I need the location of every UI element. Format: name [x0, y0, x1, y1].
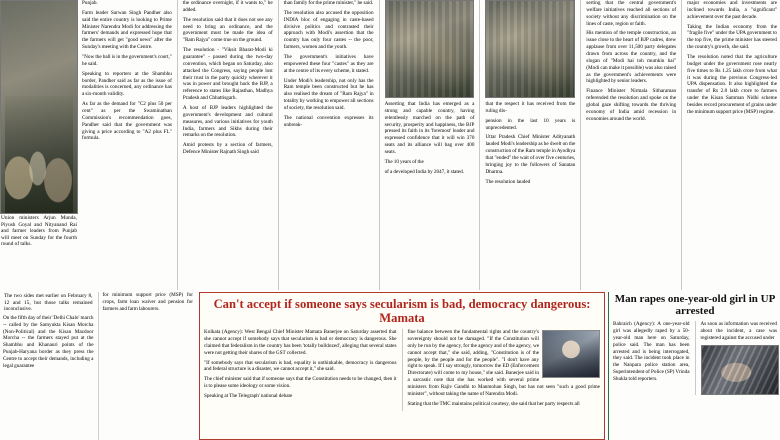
paragraph: Finance Minister Nirmala Sitharaman referended the resolution and spoke on the global gaze shifting towards the thriving economy of India amid recession in economies around the world. [586, 88, 677, 122]
paragraph: Kolkata (Agency): West Bengal Chief Minister Mamata Banerjee on Saturday asserted that she cannot accept if somebody says that secularism is bad or democracy is dangerous. She claimed that federalism in the country has been 'totally bulldozed', alleging that several states were not getting their shares of the GST collected. [204, 329, 397, 356]
news-column-6 [586, 0, 676, 290]
paragraph: serting that the central government's welfare initiatives reached all sections of society without any discrimination on the lines of caste, region or faith. [586, 0, 677, 27]
paragraph: "If somebody says that secularism is bad, equality is unthinkable, democracy is dangerous and federal structure is a disaster, we cannot accept it," she said. [204, 359, 397, 373]
news-columns [80, 0, 780, 290]
boxed-story-headline: Can't accept if someone says secularism is bad, democracy dangerous: Mamata [213, 297, 591, 326]
left-photo-caption: Union ministers Arjun Munda, Piyush Goyal and Nityanand Rai and farmer leaders from Punjab will meet on Sunday for the fourth round of talks. [1, 215, 77, 248]
paragraph: The chief minister said that if someone says that the Constitution needs to be changed, then it is to please some ideology or some vision. [204, 376, 397, 390]
column-4-text [385, 101, 475, 176]
rally-photo [485, 0, 575, 98]
paragraph: the ordinance overnight, if it wants to," he added. [182, 0, 273, 13]
column-rule [278, 0, 279, 290]
paragraph: As far as the demand for "C2 plus 50 per cent" as per the Swaminathan Commission's recommendation goes, Pandher said that the government was giving a price according to "A2 plus FL" formula. [82, 101, 172, 142]
paragraph: A host of BJP leaders highlighted the government's development and cultural measures, and various initiatives for youth India, farmers and Sikhs during their remarks on the resolution. [182, 105, 273, 139]
column-rule [580, 0, 581, 290]
news-column-4 [385, 0, 475, 290]
paragraph: The government's initiatives have empowered these four "castes" as they are at the centre of its every scheme, it stated. [283, 54, 374, 74]
right-column-1 [613, 321, 690, 395]
column-rule [379, 0, 380, 290]
boxed-column-1 [204, 329, 397, 410]
paragraph: Under Modi's leadership, not only has the Ram temple been constructed but he has also realised the dream of "Ram Rajya" in totality by working to empower all sections of society, the resolution said. [283, 77, 374, 112]
paragraph: fine balance between the fundamental rights and the country's sovereignty should not be damaged. "If the Constitution will only be run by the agency, for the agency and of the agency, we cannot accept that," she said, adding, "Constitution is of the people, by the people and for the people". "I don't have any right to speak. If I say strongly, tomorrow the ED (Enforcement Directorate) will come to my house," she said. Banerjee said in a sarcastic note that she has worked with several prime ministers from Rajiv Gandhi to Manmohan Singh, but has not seen "such a good prime minister", without taking the name of Narendra Modi. [407, 329, 600, 397]
boxed-column-2 [408, 329, 601, 410]
paragraph: major economies and investments are inclined towards India, a "significant" achievement over the past decade. [687, 0, 778, 20]
paragraph: Uttar Pradesh Chief Minister Adityanath lauded Modi's leadership as he dwelt on the construction of the Ram temple in Ayodhya that "ended" the wait of over five centuries, bringing joy to the followers of Sanatan Dharma. [485, 134, 576, 175]
boxed-story-mamata [199, 292, 605, 440]
news-column-1 [82, 0, 172, 290]
news-column-3 [284, 0, 374, 290]
paragraph: The 10 years of the [384, 158, 424, 165]
right-column-2-text [701, 321, 778, 342]
paragraph: The resolution lauded [485, 178, 531, 185]
column-5-text [485, 101, 575, 185]
paragraph: of a developed India by 2047, it stated. [384, 168, 464, 175]
column-2-text [183, 0, 273, 156]
column-7-text [687, 0, 777, 116]
paragraph: The national convention expresses its unbreak- [283, 114, 374, 128]
right-column-1-text [613, 321, 690, 383]
paragraph: pension in the last 10 years is unprecedented. [485, 117, 576, 131]
bottom-left-subcolumn-2 [103, 292, 194, 440]
paragraph: Speaking to reporters at the Shambhu border, Pandher said as far as the issue of modalities is concerned, any ordinance has a six-month validity. [82, 70, 172, 98]
paragraph: for minimum support price (MSP) for crops, farm loan waiver and pension for farmers and farm labourers. [102, 292, 193, 312]
handcuffs-photo [701, 345, 780, 395]
mamata-banerjee-photo [542, 330, 600, 378]
boxed-story-columns [204, 329, 600, 410]
column-rule [402, 329, 403, 410]
paragraph: The resolution also accused the opposition INDIA bloc of engaging in caste-based divisive politics and contrasted their approach with Modi's assertion that the country has only four castes -- the poor, farmers, women and the youth. [283, 9, 374, 51]
news-column-5 [485, 0, 575, 290]
boxed-column-1-text [204, 329, 397, 400]
column-rule [177, 0, 178, 290]
paragraph: than family for the prime minister," he said. [283, 0, 374, 6]
bottom-left-subcolumn-1 [3, 292, 94, 440]
farmer-leaders-photo [0, 0, 78, 214]
column-rule [98, 292, 99, 440]
paragraph: His mention of the temple construction, an issue close to the heart of BJP cadres, drew applause from over 11,500 party delegates drawn from across the country, and the slogan of "Modi hai toh mumkin hai" (Modi can make it possible) was also raised as the government's achievements were highlighted by senior leaders. [586, 30, 677, 85]
column-rule [479, 0, 480, 290]
paragraph: Bahraich (Agency): A one-year-old girl was allegedly raped by a 50-year-old man here on Saturday, police said. The man has been arrested and is being interrogated, they said. The incident took place in the Nanpara police station area, Superintendent of Police (SP) Vrinda Shukla told reporters. [613, 321, 690, 383]
left-photo-column [0, 0, 80, 290]
paragraph: Speaking at The Telegraph' national debate [204, 393, 293, 400]
bottom-left-column [0, 292, 196, 440]
bottom-left-text-2 [103, 292, 194, 313]
news-column-7 [687, 0, 777, 290]
paragraph: The resolution noted that the agriculture budget under the government rose nearly five times to Rs 1.25 lakh crore from what it was during the previous Congress-led UPA dispensation. It also highlighted the transfer of Rs 2.8 lakh crore to farmers under the Kisan Samman Nidhi scheme besides record procurement of grains under the minimum support price (MSP) regime. [687, 54, 778, 115]
right-story-column [608, 292, 780, 440]
paragraph: that the respect it has received from the ruling dis- [485, 101, 576, 114]
column-rule [681, 0, 682, 290]
paragraph: The resolution said that it does not see any need to bring an ordinance, and the government must be made the idea of "Ram Rajya" come true on the ground. [182, 16, 273, 44]
column-6-text [586, 0, 676, 123]
paragraph: As soon as information was received about the incident, a case was registered against the accused under [700, 321, 777, 341]
right-story-columns [613, 321, 777, 395]
convention-photo [385, 0, 475, 98]
paragraph: On the fifth day of their 'Delhi Chalo' march -- called by the Samyukta Kisan Morcha (Non-Political) and the Kisan Mazdoor Morcha -- the farmers stayed put at the Shambhu and Khanauri points of the Punjab-Haryana border as they press the Centre to accept their demands, including a legal guarantee [3, 314, 94, 369]
column-rule [695, 321, 696, 395]
paragraph: Amid protests by a section of farmers, Defence Minister Rajnath Singh said [182, 142, 273, 156]
right-story-headline: Man rapes one-year-old girl in UP arrested [614, 293, 776, 318]
paragraph: "Now the ball is in the government's court," he said. [82, 54, 172, 67]
column-1-text [82, 0, 172, 142]
paragraph: The resolution - "Viksit Bharat-Modi ki guarantee" - passed during the two-day convention, which began on Saturday, also attacked the Congress, saying people lost their trust in the party quickly wherever it was in power and brought back the BJP, a reference to states like Rajasthan, Madhya Pradesh and Chhattisgarh. [182, 47, 273, 102]
news-column-2 [183, 0, 273, 290]
bottom-left-text-1 [3, 315, 94, 370]
right-column-2 [701, 321, 778, 395]
bottom-region [0, 292, 780, 440]
paragraph: Punjab. [82, 0, 98, 6]
paragraph: Stating that the TMC maintains political courtesy, she said that her party respects all [407, 400, 580, 407]
paragraph: Asserting that India has emerged as a strong and capable country, having relentlessly marched on the path of security, prosperity and happiness, the BJP pressed its faith in its 'foremost' leader and expressed confidence that it will win 370 seats and its alliance will bag over 400 seats. [384, 101, 475, 156]
paragraph: Taking the Indian economy from the "fragile five" under the UPA government to the top five, the prime minister has steered the country's growth, she said. [687, 23, 778, 51]
paragraph: Farm leader Sarwan Singh Pandher also said the entire country is looking to Prime Minister Narendra Modi for addressing the farmers' demands and expressed hope that the farmers will get "good news" after the Sunday's meeting with the Centre. [82, 9, 172, 51]
column-3-text [284, 0, 374, 129]
talks-photo-caption: The two sides met earlier on February 8, 12 and 15, but those talks remained inconclusive. [4, 293, 93, 313]
